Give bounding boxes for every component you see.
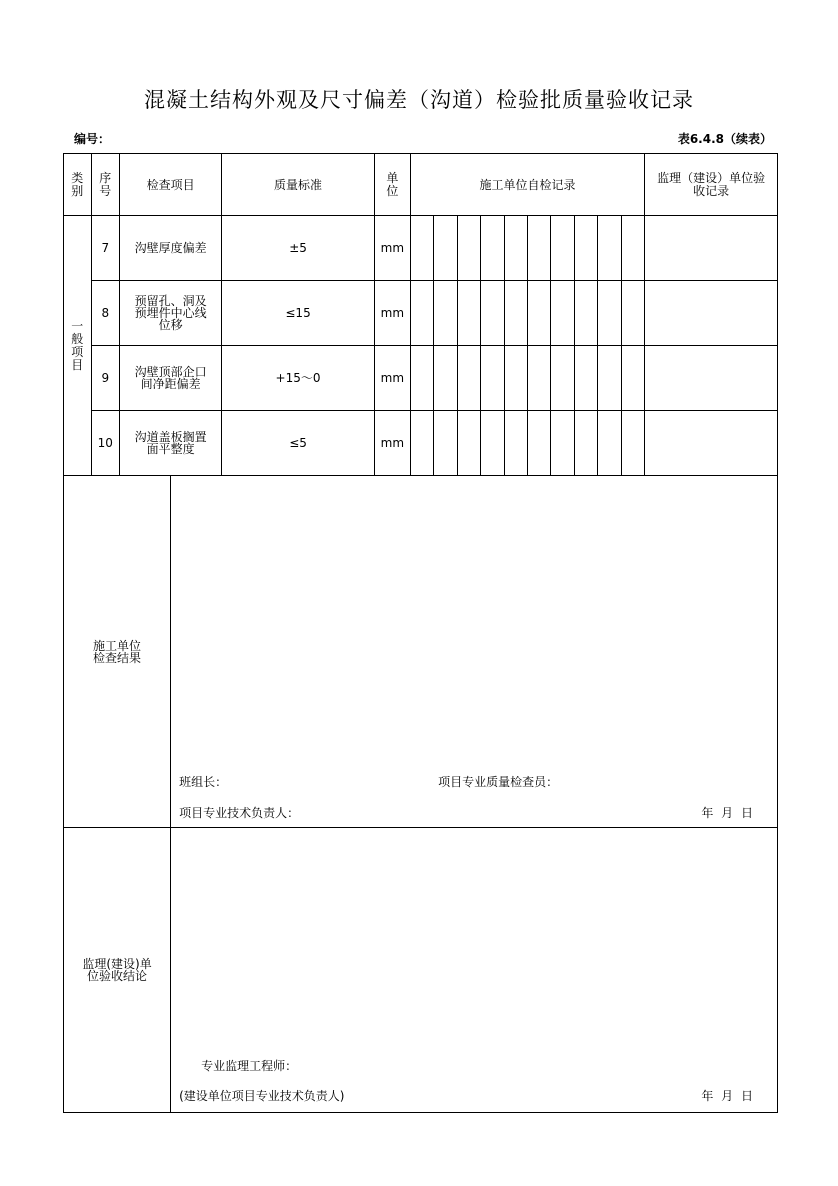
record-cell[interactable] xyxy=(481,346,504,411)
record-cell[interactable] xyxy=(598,411,621,476)
record-cell[interactable] xyxy=(621,346,645,411)
row-standard: ≤5 xyxy=(222,411,375,476)
inspection-table xyxy=(63,153,778,1113)
date-label: 年 月 日 xyxy=(701,806,755,820)
supervision-cell[interactable] xyxy=(645,281,778,346)
doc-number-label: 编号： xyxy=(74,132,111,146)
record-cell[interactable] xyxy=(434,346,457,411)
header-supervision-record: 监理（建设）单位验收记录 xyxy=(645,154,778,216)
record-cell[interactable] xyxy=(481,281,504,346)
record-cell[interactable] xyxy=(574,216,597,281)
row-standard: +15～0 xyxy=(222,346,375,411)
record-cell[interactable] xyxy=(527,346,550,411)
record-cell[interactable] xyxy=(504,411,527,476)
category-cell: 一般项目 xyxy=(64,216,92,476)
supervision-cell[interactable] xyxy=(645,216,778,281)
row-unit: mm xyxy=(375,346,411,411)
row-item: 预留孔、洞及预埋件中心线位移 xyxy=(120,281,222,346)
record-cell[interactable] xyxy=(410,346,433,411)
table-row xyxy=(64,346,778,411)
construction-result-label: 施工单位 检查结果 xyxy=(64,476,171,828)
row-seq: 10 xyxy=(91,411,120,476)
header-standard: 质量标准 xyxy=(222,154,375,216)
table-row xyxy=(64,281,778,346)
record-cell[interactable] xyxy=(551,216,574,281)
supervision-result-label: 监理(建设)单 位验收结论 xyxy=(64,828,171,1113)
record-cell[interactable] xyxy=(598,346,621,411)
header-construction-record: 施工单位自检记录 xyxy=(410,154,645,216)
record-cell[interactable] xyxy=(504,216,527,281)
record-cell[interactable] xyxy=(457,216,480,281)
record-cell[interactable] xyxy=(621,411,645,476)
supervision-engineer-label: 专业监理工程师： xyxy=(201,1059,298,1073)
supervision-result-row xyxy=(64,828,778,1113)
header-seq: 序号 xyxy=(91,154,120,216)
quality-inspector-label: 项目专业质量检查员： xyxy=(438,775,559,789)
team-leader-label: 班组长： xyxy=(179,775,228,789)
header-unit: 单位 xyxy=(375,154,411,216)
header-item: 检查项目 xyxy=(120,154,222,216)
record-cell[interactable] xyxy=(504,346,527,411)
date-label: 年 月 日 xyxy=(701,1089,755,1103)
tech-lead-label: 项目专业技术负责人： xyxy=(179,806,300,820)
client-tech-lead-label: (建设单位项目专业技术负责人) xyxy=(179,1089,345,1103)
row-unit: mm xyxy=(375,216,411,281)
record-cell[interactable] xyxy=(457,346,480,411)
record-cell[interactable] xyxy=(434,411,457,476)
record-cell[interactable] xyxy=(481,411,504,476)
table-number: 表6.4.8（续表） xyxy=(677,132,772,146)
supervision-cell[interactable] xyxy=(645,411,778,476)
record-cell[interactable] xyxy=(574,346,597,411)
record-cell[interactable] xyxy=(527,281,550,346)
row-unit: mm xyxy=(375,281,411,346)
record-cell[interactable] xyxy=(410,281,433,346)
table-row xyxy=(64,216,778,281)
record-cell[interactable] xyxy=(551,411,574,476)
row-seq: 7 xyxy=(91,216,120,281)
row-seq: 8 xyxy=(91,281,120,346)
row-item: 沟道盖板搁置面平整度 xyxy=(120,411,222,476)
record-cell[interactable] xyxy=(527,216,550,281)
record-cell[interactable] xyxy=(574,411,597,476)
table-row xyxy=(64,411,778,476)
record-cell[interactable] xyxy=(621,216,645,281)
record-cell[interactable] xyxy=(527,411,550,476)
record-cell[interactable] xyxy=(457,411,480,476)
row-item: 沟壁顶部企口间净距偏差 xyxy=(120,346,222,411)
record-cell[interactable] xyxy=(457,281,480,346)
construction-result-area[interactable] xyxy=(171,476,778,828)
record-cell[interactable] xyxy=(621,281,645,346)
row-unit: mm xyxy=(375,411,411,476)
record-cell[interactable] xyxy=(410,216,433,281)
row-standard: ≤15 xyxy=(222,281,375,346)
header-category: 类别 xyxy=(64,154,92,216)
record-cell[interactable] xyxy=(551,281,574,346)
record-cell[interactable] xyxy=(504,281,527,346)
record-cell[interactable] xyxy=(598,216,621,281)
record-cell[interactable] xyxy=(410,411,433,476)
record-cell[interactable] xyxy=(434,216,457,281)
supervision-cell[interactable] xyxy=(645,346,778,411)
record-cell[interactable] xyxy=(481,216,504,281)
record-cell[interactable] xyxy=(574,281,597,346)
page-title: 混凝土结构外观及尺寸偏差（沟道）检验批质量验收记录 xyxy=(144,88,694,112)
record-cell[interactable] xyxy=(551,346,574,411)
row-standard: ±5 xyxy=(222,216,375,281)
supervision-result-area[interactable] xyxy=(171,828,778,1113)
construction-result-row xyxy=(64,476,778,828)
record-cell[interactable] xyxy=(598,281,621,346)
row-item: 沟壁厚度偏差 xyxy=(120,216,222,281)
table-header-row xyxy=(64,154,778,216)
record-cell[interactable] xyxy=(434,281,457,346)
row-seq: 9 xyxy=(91,346,120,411)
